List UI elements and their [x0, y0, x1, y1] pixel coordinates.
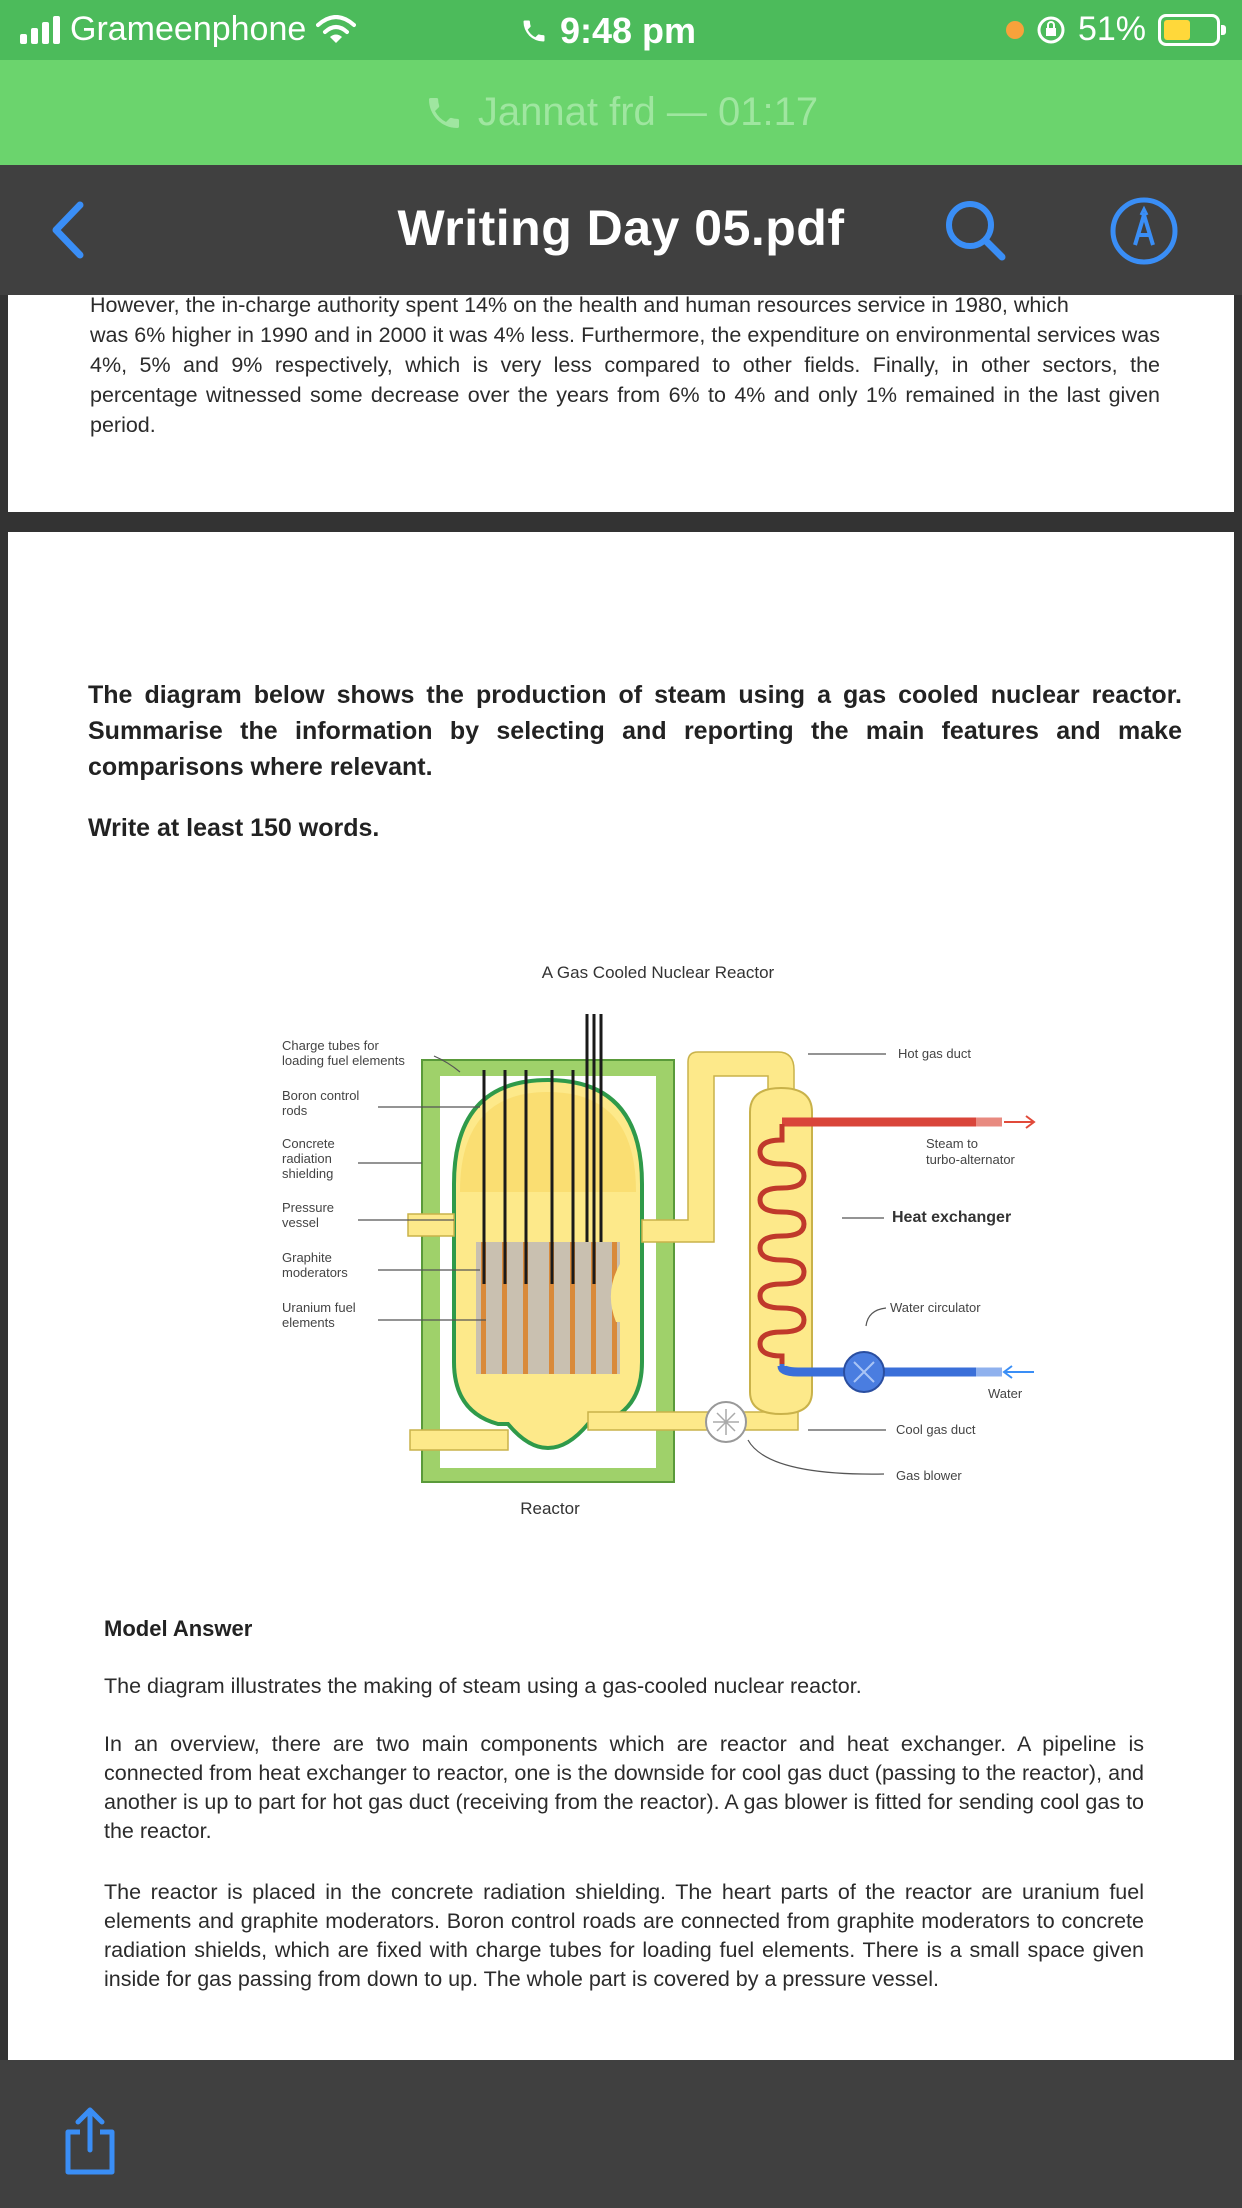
- reactor-diagram: [8, 952, 1234, 1572]
- label-concrete-2: radiation: [282, 1151, 332, 1166]
- pdf-page-1[interactable]: [8, 295, 1234, 512]
- label-uranium: Uranium fuel: [282, 1300, 356, 1315]
- call-banner[interactable]: [0, 60, 1242, 165]
- bottom-toolbar: [0, 2060, 1242, 2208]
- word-count-instruction: Write at least 150 words.: [88, 814, 380, 842]
- markup-icon[interactable]: [1108, 195, 1180, 267]
- call-text: Jannat frd — 01:17: [477, 90, 819, 134]
- carrier-name: Grameenphone: [70, 10, 307, 48]
- clock: [520, 10, 696, 52]
- nav-bar: [0, 165, 1242, 295]
- label-boron-2: rods: [282, 1103, 308, 1118]
- battery-fill: [1164, 20, 1190, 40]
- label-concrete-3: shielding: [282, 1166, 334, 1181]
- wifi-icon: [316, 15, 356, 45]
- right-labels: [890, 1046, 1023, 1483]
- label-cool-gas-duct: Cool gas duct: [896, 1422, 976, 1437]
- label-water-circulator: Water circulator: [890, 1300, 981, 1315]
- battery-percent: 51%: [1077, 10, 1146, 48]
- label-water: Water: [988, 1386, 1023, 1401]
- left-labels: [282, 1038, 405, 1330]
- page1-partial-line: However, the in-charge authority spent 14% on the health and human resources service in 1980, which: [90, 295, 1069, 317]
- label-hot-gas-duct: Hot gas duct: [898, 1046, 971, 1061]
- graphite-moderators: [476, 1242, 620, 1374]
- model-paragraph-1: The diagram illustrates the making of steam using a gas-cooled nuclear reactor.: [104, 1674, 862, 1698]
- label-pressure: Pressure: [282, 1200, 335, 1215]
- phone-icon: [520, 17, 548, 45]
- model-paragraph-2: In an overview, there are two main components which are reactor and heat exchanger. A pipeline is connected from heat exchanger to reactor, one is the downside for cool gas duct (passing to the reactor), and another is up to part for hot gas duct (receiving from the reactor). A gas blower is fitted for sending cool gas to the reactor.: [104, 1732, 1144, 1843]
- rotation-lock-icon: [1036, 15, 1066, 45]
- phone-icon: [424, 93, 464, 133]
- model-paragraph-3: The reactor is placed in the concrete radiation shielding. The heart parts of the reactor are uranium fuel elements and graphite moderators. Boron control roads are connected from graphite moderators to concrete radiation shields, which are fixed with charge tubes for loading fuel elements. There is a small space given inside for gas passing from down to up. The whole part is covered by a pressure vessel.: [104, 1880, 1144, 1991]
- pdf-page-2[interactable]: [8, 532, 1234, 2060]
- task-prompt: The diagram below shows the production of steam using a gas cooled nuclear reactor. Summarise the information by selecting and reporting the main features and make comparisons where relevant.: [88, 681, 1182, 781]
- label-heat-exchanger: Heat exchanger: [892, 1209, 1012, 1226]
- battery-icon: [1158, 14, 1220, 46]
- document-title: Writing Day 05.pdf: [397, 200, 845, 256]
- label-charge-tubes: Charge tubes for: [282, 1038, 379, 1053]
- carrier: [20, 10, 356, 49]
- label-reactor: Reactor: [520, 1499, 580, 1518]
- privacy-dot-icon: [1006, 21, 1024, 39]
- label-charge-tubes-2: loading fuel elements: [282, 1053, 405, 1068]
- label-steam: Steam to: [926, 1136, 979, 1151]
- status-right: [1006, 10, 1220, 49]
- label-steam-2: turbo-alternator: [926, 1152, 1015, 1167]
- signal-icon: [20, 16, 60, 44]
- label-graphite-2: moderators: [282, 1265, 348, 1280]
- search-icon[interactable]: [940, 195, 1010, 265]
- label-pressure-2: vessel: [282, 1215, 319, 1230]
- label-concrete: Concrete: [282, 1136, 335, 1151]
- label-boron: Boron control: [282, 1088, 360, 1103]
- status-bar: [0, 0, 1242, 60]
- share-icon[interactable]: [62, 2106, 118, 2176]
- model-answer-heading: Model Answer: [104, 1616, 253, 1641]
- time-text: 9:48 pm: [560, 10, 697, 51]
- label-gas-blower: Gas blower: [896, 1468, 962, 1483]
- label-graphite: Graphite: [282, 1250, 332, 1265]
- diagram-title: A Gas Cooled Nuclear Reactor: [541, 963, 775, 982]
- side-inlet-duct: [408, 1214, 454, 1236]
- page1-text: [90, 295, 1160, 440]
- cool-gas-duct: [410, 1430, 508, 1450]
- page1-paragraph: was 6% higher in 1990 and in 2000 it was 4% less. Furthermore, the expenditure on environmental services was 4%, 5% and 9% respectively, which is very less compared to other fields. Finally, in other sectors, the percentage witnessed some decrease over the years from 6% to 4% and only 1% remained in the last given period.: [90, 323, 1160, 437]
- label-uranium-2: elements: [282, 1315, 335, 1330]
